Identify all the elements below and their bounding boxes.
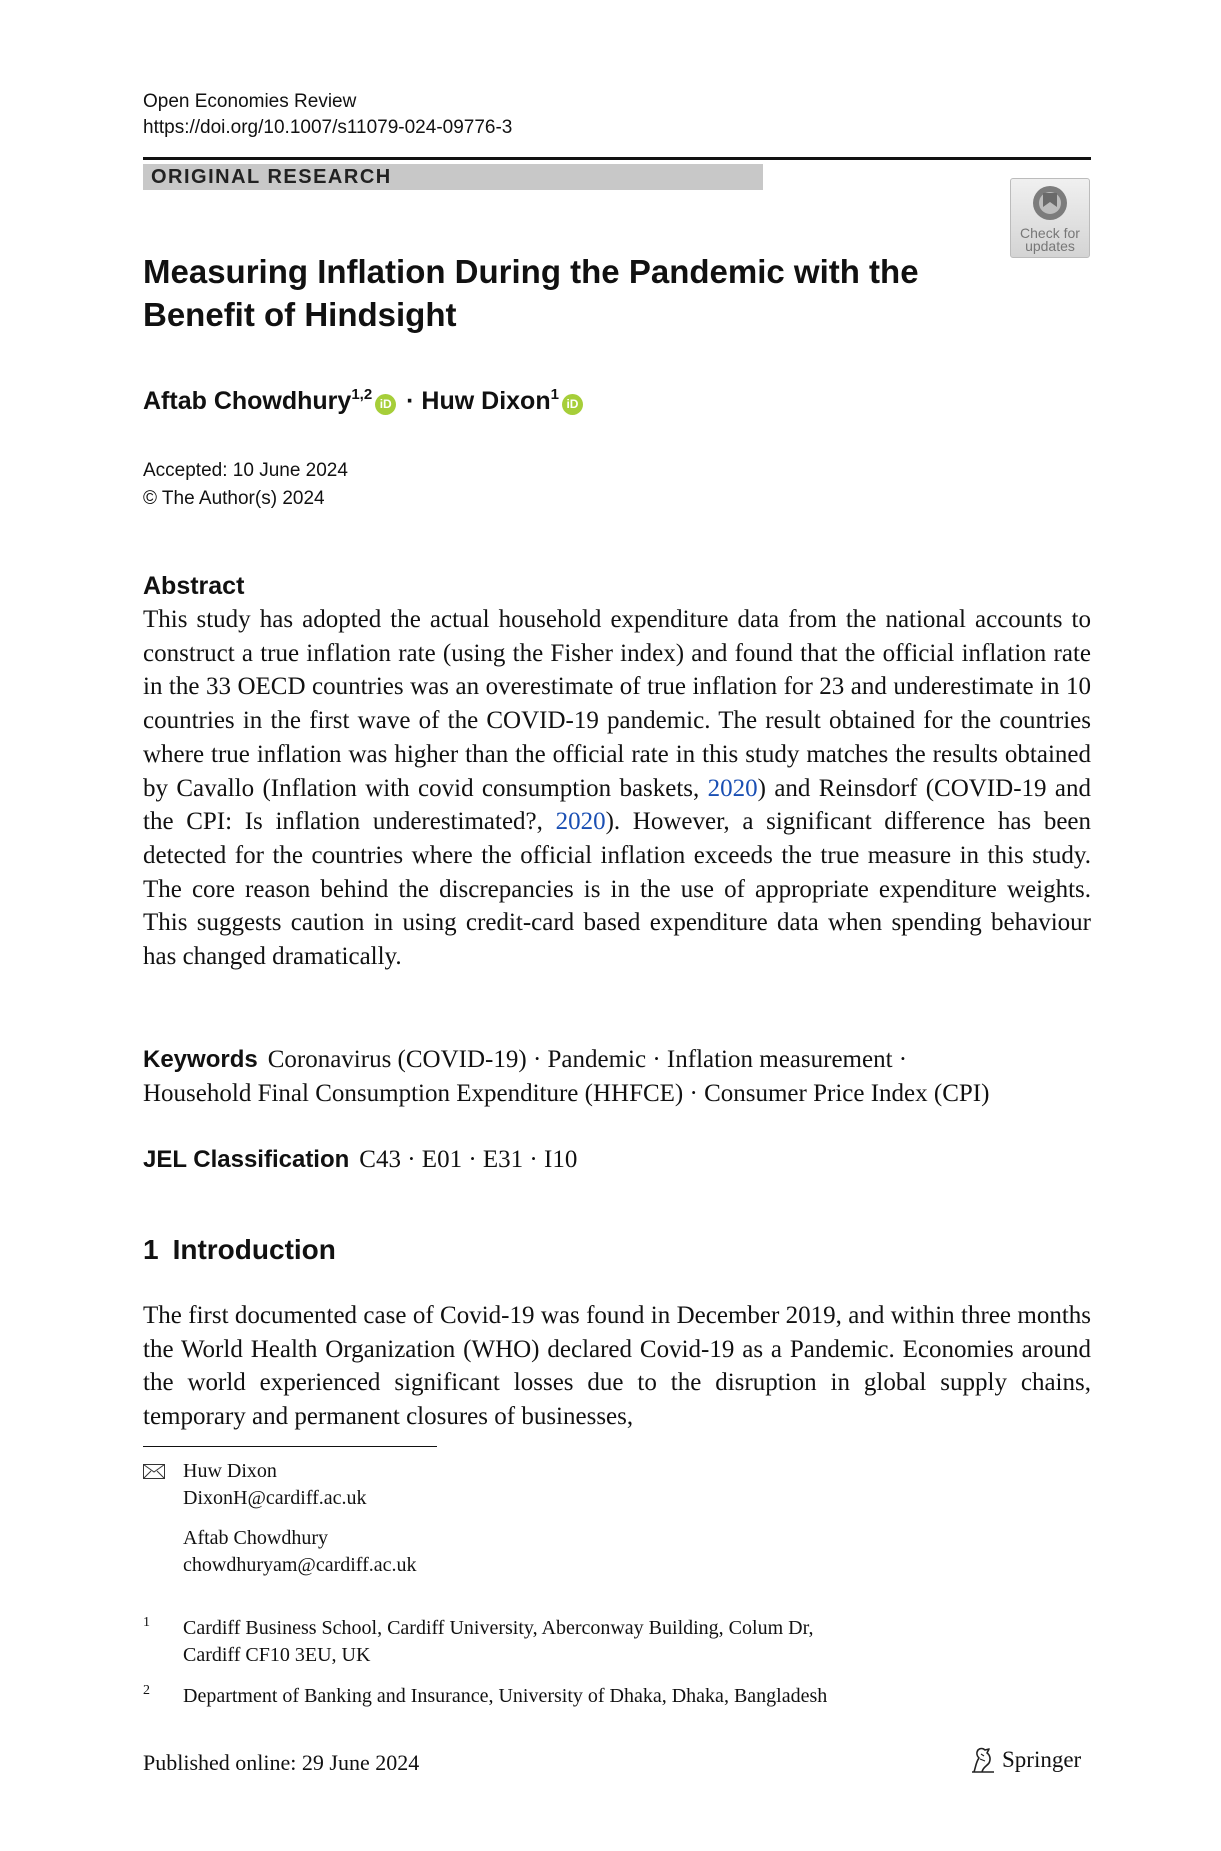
- keywords-label: Keywords: [143, 1046, 258, 1073]
- author-name[interactable]: Huw Dixon: [421, 387, 551, 415]
- header-rule: [143, 157, 1091, 160]
- abstract-text: [143, 603, 1091, 974]
- keywords-line: Coronavirus (COVID-19) · Pandemic · Inflation measurement ·: [267, 1046, 908, 1073]
- published-online-date: Published online: 29 June 2024: [143, 1750, 420, 1775]
- keywords: [143, 1043, 1091, 1111]
- corresponding-contacts: [143, 1458, 1043, 1592]
- affiliation-number: 1: [143, 1615, 150, 1630]
- affiliation-entry: [143, 1615, 1043, 1669]
- author-list: [143, 378, 586, 418]
- accepted-date: Accepted: 10 June 2024: [143, 460, 348, 481]
- publisher-logo: [970, 1745, 1081, 1775]
- springer-horse-icon: [970, 1746, 996, 1774]
- author-name[interactable]: Aftab Chowdhury: [143, 387, 352, 415]
- section-title: Introduction: [172, 1234, 336, 1265]
- abstract-text-part: ) and Reinsdorf (COVID-19 and the CPI: Is inflation underestimated?,: [143, 774, 1091, 836]
- crossmark-button[interactable]: [1010, 178, 1090, 258]
- affiliation-line: Department of Banking and Insurance, University of Dhaka, Dhaka, Bangladesh: [183, 1685, 828, 1707]
- jel-label: JEL Classification: [143, 1146, 350, 1173]
- abstract-text-part: This study has adopted the actual household expenditure data from the national accounts to construct a true inflation rate (using the Fisher index) and found that the official inflation rate in the 33 OECD countries was an overestimate of true inflation for 23 and underestimate in 10 countries in the first wave of the COVID-19 pandemic. The result obtained for the countries where true inflation was higher than the official rate in this study matches the results obtained by Cavallo (Inflation with covid consumption baskets,: [143, 606, 1091, 802]
- author-affiliation-marker: 1,2: [351, 386, 373, 403]
- contact-entry: [183, 1458, 1043, 1512]
- publisher-name: Springer: [1002, 1747, 1082, 1772]
- article-dates: [143, 457, 348, 513]
- doi-link[interactable]: https://doi.org/10.1007/s11079-024-09776-3: [143, 117, 513, 138]
- copyright-notice: © The Author(s) 2024: [143, 488, 325, 509]
- contact-name: Huw Dixon: [183, 1460, 277, 1482]
- journal-name: Open Economies Review: [143, 91, 357, 112]
- author-separator: ·: [406, 387, 415, 415]
- footnote-rule: [143, 1446, 437, 1447]
- affiliation-entry: [143, 1683, 1043, 1710]
- article-type-label: ORIGINAL RESEARCH: [143, 164, 763, 190]
- introduction-text: The first documented case of Covid-19 was found in December 2019, and within three months the World Health Organization (WHO) declared Covid-19 as a Pandemic. Economies around the world experienced significant losses due to the disruption in global supply chains, temporary and permanent closures of businesses,: [143, 1302, 1091, 1431]
- jel-codes: C43 · E01 · E31 · I10: [359, 1146, 578, 1173]
- affiliation-line: Cardiff CF10 3EU, UK: [183, 1644, 371, 1666]
- author-affiliation-marker: 1: [550, 386, 559, 403]
- affiliation-line: Cardiff Business School, Cardiff University, Aberconway Building, Colum Dr,: [183, 1617, 814, 1639]
- affiliation-number: 2: [143, 1683, 150, 1698]
- crossmark-label-line1: Check for: [1020, 225, 1080, 241]
- crossmark-icon: [1030, 183, 1070, 223]
- abstract-text-part: ). However, a significant difference has been detected for the countries where the official inflation exceeds the true measure in this study. The core reason behind the discrepancies is in the use of appropriate expenditure weights. This suggests caution in using credit-card based expenditure data when spending behaviour has changed dramatically.: [143, 808, 1092, 971]
- journal-info: [143, 89, 512, 141]
- keywords-line: Household Final Consumption Expenditure (HHFCE) · Consumer Price Index (CPI): [143, 1080, 990, 1107]
- contact-name: Aftab Chowdhury: [183, 1527, 328, 1549]
- article-title: Measuring Inflation During the Pandemic with the Benefit of Hindsight: [143, 253, 919, 333]
- citation-link[interactable]: 2020: [555, 808, 606, 836]
- crossmark-label-line2: updates: [1025, 238, 1075, 254]
- section-number: 1: [143, 1234, 159, 1265]
- citation-link[interactable]: 2020: [707, 774, 758, 802]
- contact-email[interactable]: DixonH@cardiff.ac.uk: [183, 1487, 367, 1509]
- orcid-icon[interactable]: iD: [562, 394, 583, 415]
- contact-email[interactable]: chowdhuryam@cardiff.ac.uk: [183, 1554, 417, 1576]
- jel-classification: [143, 1143, 1091, 1177]
- envelope-icon: [143, 1464, 165, 1479]
- section-heading: [143, 1233, 336, 1267]
- contact-entry: [183, 1525, 1043, 1579]
- orcid-icon[interactable]: iD: [375, 394, 396, 415]
- abstract-heading: Abstract: [143, 572, 245, 600]
